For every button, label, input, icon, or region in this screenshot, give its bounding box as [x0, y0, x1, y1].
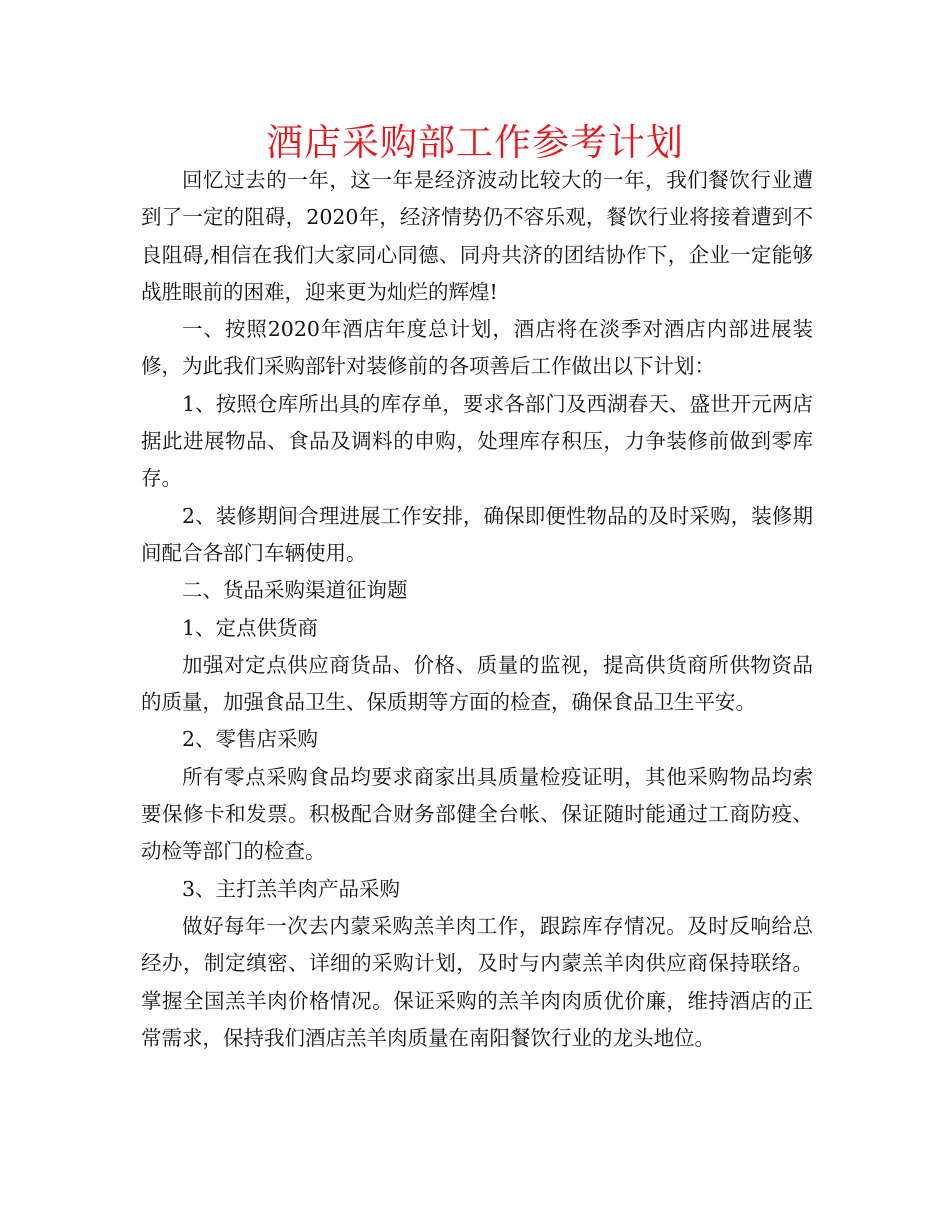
paragraph-retail-detail: 所有零点采购食品均要求商家出具质量检疫证明，其他采购物品均索要保修卡和发票。积极配合财务部健全台帐、保证随时能通过工商防疫、动检等部门的检查。 — [141, 764, 813, 864]
paragraph-subheading-1: 1、定点供货商 — [182, 615, 319, 640]
paragraph-section-1: 一、按照2020年酒店年度总计划，酒店将在淡季对酒店内部进展装修，为此我们采购部针对装修前的各项善后工作做出以下计划： — [141, 317, 813, 379]
paragraph-supplier-detail: 加强对定点供应商货品、价格、质量的监视，提高供货商所供物资品的质量，加强食品卫生、保质期等方面的检查，确保食品卫生平安。 — [141, 652, 813, 715]
paragraph-subheading-2: 2、零售店采购 — [182, 727, 319, 752]
paragraph-section-2: 二、货品采购渠道征询题 — [182, 578, 408, 603]
paragraph-lamb-detail: 做好每年一次去内蒙采购羔羊肉工作，跟踪库存情况。及时反响给总经办，制定缜密、详细的采购计划，及时与内蒙羔羊肉供应商保持联络。掌握全国羔羊肉价格情况。保证采购的羔羊肉肉质优价廉，维持酒店的正常需求，保持我们酒店羔羊肉质量在南阳餐饮行业的龙头地位。 — [141, 913, 813, 1050]
paragraph-item-1: 1、按照仓库所出具的库存单，要求各部门及西湖春天、盛世开元两店据此进展物品、食品及调料的申购，处理库存积压，力争装修前做到零库存。 — [141, 391, 813, 491]
paragraph-intro: 回忆过去的一年，这一年是经济波动比较大的一年，我们餐饮行业遭到了一定的阻碍，2020年，经济情势仍不容乐观，餐饮行业将接着遭到不良阻碍,相信在我们大家同心同德、同舟共济的团结协作下，企业一定能够战胜眼前的困难，迎来更为灿烂的辉煌! — [141, 168, 813, 304]
paragraph-item-2: 2、装修期间合理进展工作安排，确保即便性物品的及时采购，装修期间配合各部门车辆使用。 — [141, 503, 813, 565]
paragraph-subheading-3: 3、主打羔羊肉产品采购 — [182, 876, 401, 901]
document-title: 酒店采购部工作参考计划 — [266, 121, 684, 164]
document-body — [141, 162, 813, 1057]
